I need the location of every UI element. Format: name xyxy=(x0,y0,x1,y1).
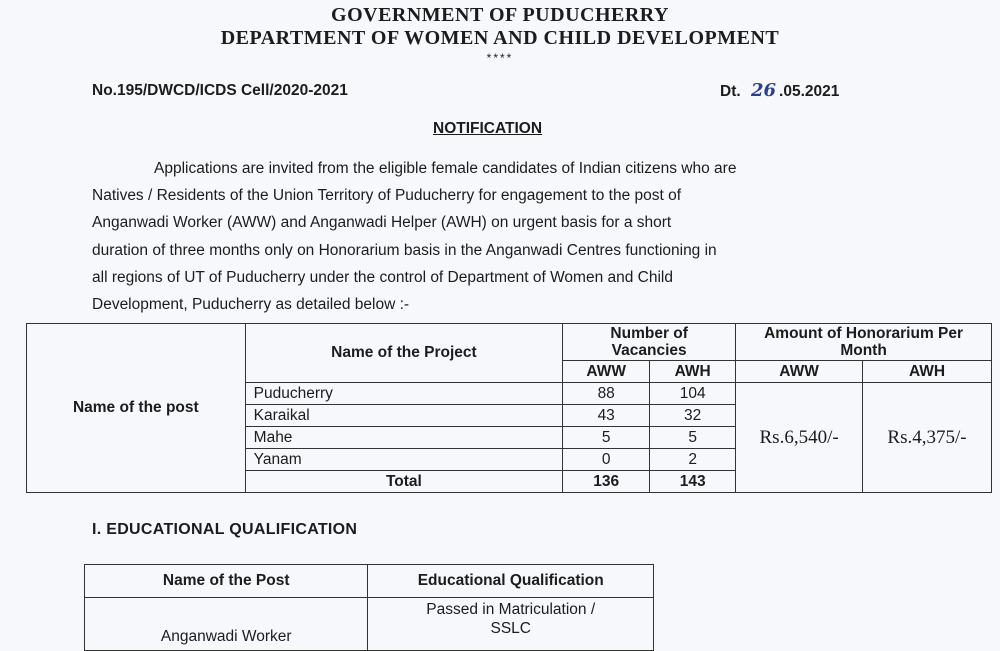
paragraph-line: Development, Puducherry as detailed below :- xyxy=(92,296,410,314)
section-educational-qualification-title: I. EDUCATIONAL QUALIFICATION xyxy=(92,521,358,538)
awh-count: 2 xyxy=(650,449,736,471)
qualification-value xyxy=(368,598,654,651)
awh-count: 104 xyxy=(650,383,736,405)
awh-count: 32 xyxy=(650,405,736,427)
vacancies-header-cell: Number of Vacancies xyxy=(563,324,736,361)
paragraph-line: Natives / Residents of the Union Territory of Puducherry for engagement to the post of xyxy=(92,187,682,205)
honorarium-awh-value: Rs.4,375/- xyxy=(863,383,992,493)
honorarium-awh-header: AWH xyxy=(863,361,992,383)
aww-count: 88 xyxy=(563,383,650,405)
project-name: Puducherry xyxy=(245,383,563,405)
reference-number: No.195/DWCD/ICDS Cell/2020-2021 xyxy=(92,82,348,99)
total-label: Total xyxy=(245,471,563,493)
qualification-table xyxy=(84,564,654,651)
header-government: GOVERNMENT OF PUDUCHERRY xyxy=(331,4,669,26)
project-header-cell: Name of the Project xyxy=(245,324,563,383)
notification-title: NOTIFICATION xyxy=(433,120,543,137)
qualification-header: Educational Qualification xyxy=(368,565,654,598)
project-name: Mahe xyxy=(245,427,563,449)
post-header-cell: Name of the post xyxy=(27,324,246,493)
paragraph-line: all regions of UT of Puducherry under the control of Department of Women and Child xyxy=(92,268,673,286)
awh-count: 5 xyxy=(650,427,736,449)
project-name: Karaikal xyxy=(245,405,563,427)
vacancies-awh-header: AWH xyxy=(650,361,736,383)
paragraph-line: Anganwadi Worker (AWW) and Anganwadi Helper (AWH) on urgent basis for a short xyxy=(92,214,672,232)
date-day-handwritten: 26 xyxy=(750,80,777,101)
reference-date xyxy=(720,80,839,101)
project-name: Yanam xyxy=(245,449,563,471)
qualification-post-name: Anganwadi Worker xyxy=(85,598,368,651)
aww-count: 43 xyxy=(563,405,650,427)
qualification-line: SSLC xyxy=(490,620,531,637)
total-aww: 136 xyxy=(563,471,650,493)
paragraph-line: duration of three months only on Honorarium basis in the Anganwadi Centres functioning in xyxy=(92,241,717,259)
date-suffix: .05.2021 xyxy=(779,83,840,100)
qualification-line: Passed in Matriculation / xyxy=(426,601,596,618)
paragraph-line: Applications are invited from the eligible female candidates of Indian citizens who are xyxy=(154,160,737,177)
total-awh: 143 xyxy=(650,471,736,493)
notification-paragraph xyxy=(92,155,922,318)
aww-count: 0 xyxy=(563,449,650,471)
header-stars: **** xyxy=(486,51,514,65)
honorarium-header-cell: Amount of Honorarium Per Month xyxy=(736,324,992,361)
honorarium-aww-header: AWW xyxy=(736,361,863,383)
honorarium-aww-value: Rs.6,540/- xyxy=(736,383,863,493)
qualification-post-header: Name of the Post xyxy=(85,565,368,598)
header-department: DEPARTMENT OF WOMEN AND CHILD DEVELOPMENT xyxy=(220,27,780,49)
vacancy-table xyxy=(26,323,992,493)
date-prefix: Dt. xyxy=(720,83,741,100)
aww-count: 5 xyxy=(563,427,650,449)
vacancies-aww-header: AWW xyxy=(563,361,650,383)
